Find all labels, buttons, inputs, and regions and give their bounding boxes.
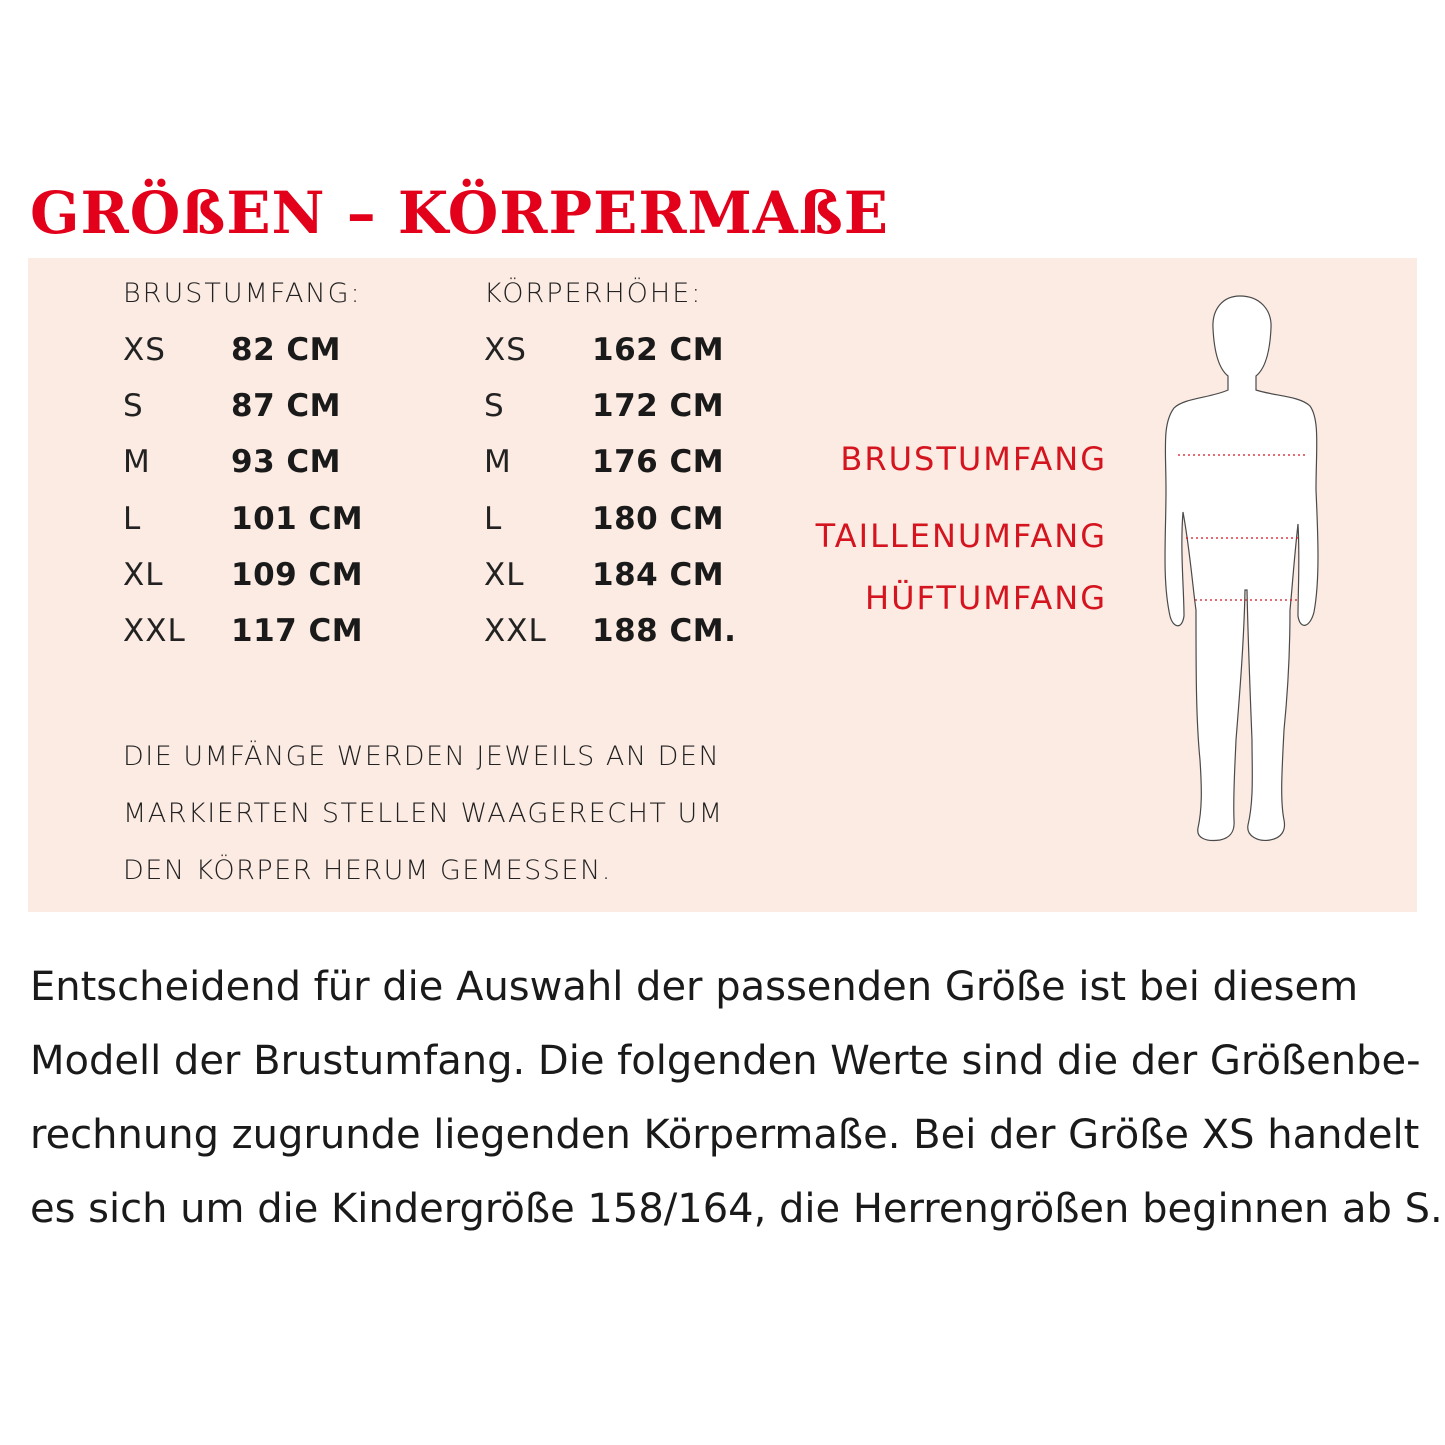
size-value: 109 CM — [231, 557, 364, 593]
waist-figure-label: TAILLENUMFANG — [815, 517, 1107, 555]
size-label: XS — [484, 332, 527, 368]
size-label: S — [484, 388, 505, 424]
size-value: 101 CM — [231, 501, 364, 537]
paragraph-line: rechnung zugrunde liegenden Körpermaße. Bei der Größe XS handelt — [30, 1112, 1420, 1158]
hip-figure-label: HÜFTUMFANG — [865, 579, 1107, 617]
note-line: MARKIERTEN STELLEN WAAGERECHT UM — [123, 798, 724, 829]
size-value: 176 CM — [592, 444, 725, 480]
size-value: 82 CM — [231, 332, 342, 368]
note-line: DEN KÖRPER HERUM GEMESSEN. — [123, 855, 612, 886]
size-label: S — [123, 388, 144, 424]
chest-header: BRUSTUMFANG: — [123, 278, 362, 309]
paragraph-line: es sich um die Kindergröße 158/164, die Herrengrößen beginnen ab S. — [30, 1186, 1443, 1232]
page-title: GRÖßEN – KÖRPERMAßE — [30, 179, 890, 247]
measurement-note — [123, 728, 823, 899]
size-value: 188 CM. — [592, 613, 737, 649]
size-value: 87 CM — [231, 388, 342, 424]
size-label: M — [123, 444, 151, 480]
body-silhouette-icon — [1140, 290, 1330, 850]
size-value: 172 CM — [592, 388, 725, 424]
size-label: XXL — [123, 613, 186, 649]
description-paragraph — [30, 950, 1443, 1246]
size-label: XS — [123, 332, 166, 368]
paragraph-line: Modell der Brustumfang. Die folgenden Werte sind die der Größenbe- — [30, 1038, 1421, 1084]
size-value: 180 CM — [592, 501, 725, 537]
paragraph-line: Entscheidend für die Auswahl der passenden Größe ist bei diesem — [30, 964, 1359, 1010]
chest-figure-label: BRUSTUMFANG — [840, 440, 1107, 478]
size-label: M — [484, 444, 512, 480]
note-line: DIE UMFÄNGE WERDEN JEWEILS AN DEN — [123, 741, 721, 772]
size-label: XL — [484, 557, 525, 593]
size-label: L — [123, 501, 142, 537]
size-value: 117 CM — [231, 613, 364, 649]
size-chart-panel — [28, 258, 1417, 912]
size-label: XL — [123, 557, 164, 593]
height-header: KÖRPERHÖHE: — [484, 278, 703, 309]
size-value: 184 CM — [592, 557, 725, 593]
size-label: L — [484, 501, 503, 537]
size-label: XXL — [484, 613, 547, 649]
size-value: 93 CM — [231, 444, 342, 480]
size-value: 162 CM — [592, 332, 725, 368]
